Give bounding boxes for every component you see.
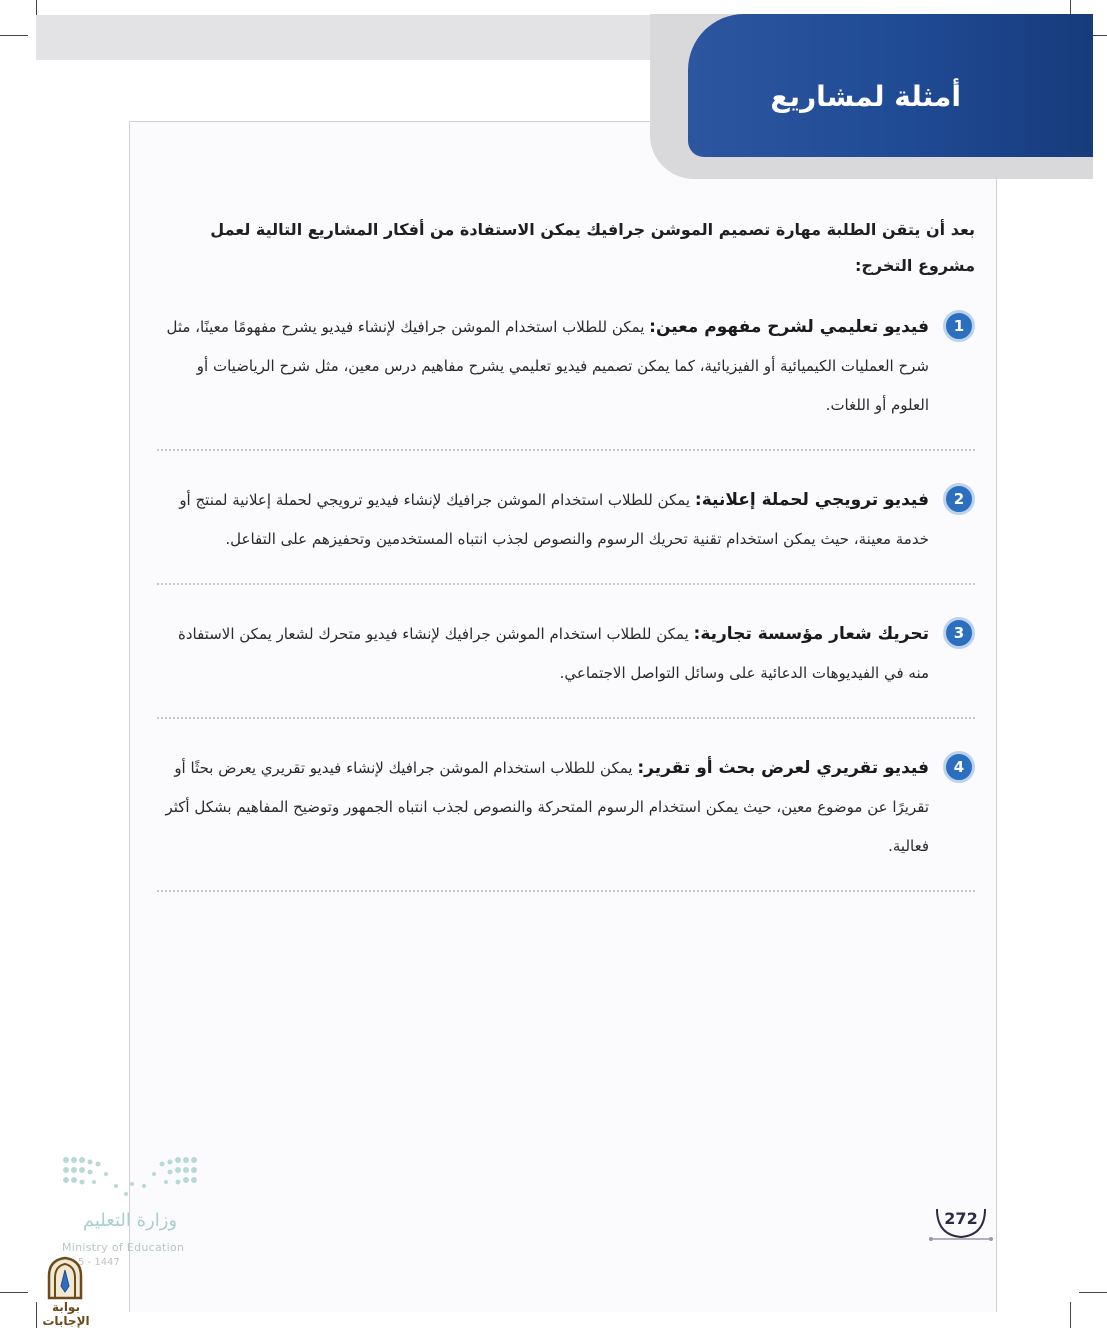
item-body: يمكن للطلاب استخدام الموشن جرافيك لإنشاء فيديو ترويجي لحملة إعلانية لمنتج أو خدمة معينة، حيث يمكن استخدام تقنية تحريك الرسوم والنصوص لجذب انتباه المستخدمين وتحفيزهم على التفاعل. bbox=[179, 491, 929, 548]
item-body: يمكن للطلاب استخدام الموشن جرافيك لإنشاء فيديو يشرح مفهومًا معينًا، مثل شرح العمليات الكيميائية أو الفيزيائية، كما يمكن تصميم فيديو تعليمي يشرح مفاهيم درس معين، مثل شرح الرياضيات أو العلوم أو اللغات. bbox=[166, 318, 929, 414]
item-text bbox=[157, 308, 929, 425]
item-text bbox=[157, 481, 929, 559]
dotted-divider bbox=[157, 890, 975, 892]
item-title: فيديو تقريري لعرض بحث أو تقرير: bbox=[637, 758, 929, 778]
ministry-name-english: Ministry of Education bbox=[62, 1241, 185, 1254]
ministry-logo-icon bbox=[60, 1154, 200, 1200]
ministry-name-arabic: وزارة التعليم bbox=[82, 1210, 178, 1231]
page-title: أمثلة لمشاريع bbox=[770, 80, 961, 113]
gate-logo-icon bbox=[43, 1256, 87, 1300]
crop-mark bbox=[1079, 1292, 1107, 1293]
item-title: تحريك شعار مؤسسة تجارية: bbox=[693, 624, 929, 644]
page-content bbox=[157, 212, 975, 922]
crop-mark bbox=[0, 35, 28, 36]
item-body: يمكن للطلاب استخدام الموشن جرافيك لإنشاء فيديو تقريري يعرض بحثًا أو تقريرًا عن موضوع معين، حيث يمكن استخدام الرسوم المتحركة والنصوص لجذب انتباه الجمهور وتوضيح المفاهيم بشكل أكثر فعالية. bbox=[165, 759, 929, 855]
item-title: فيديو ترويجي لحملة إعلانية: bbox=[694, 490, 929, 510]
ministry-year: 5 - 1447 bbox=[78, 1257, 120, 1268]
item-text bbox=[157, 749, 929, 866]
list-item bbox=[157, 615, 975, 693]
item-text bbox=[157, 615, 929, 693]
dotted-divider bbox=[157, 449, 975, 451]
crop-mark bbox=[1070, 1302, 1071, 1328]
intro-paragraph: بعد أن يتقن الطلبة مهارة تصميم الموشن جرافيك يمكن الاستفادة من أفكار المشاريع التالية لعمل مشروع التخرج: bbox=[210, 220, 975, 275]
list-item bbox=[157, 749, 975, 866]
item-title: فيديو تعليمي لشرح مفهوم معين: bbox=[649, 317, 929, 337]
list-item bbox=[157, 308, 975, 425]
dotted-divider bbox=[157, 717, 975, 719]
item-number-badge: 4 bbox=[943, 751, 975, 783]
gate-name: بوابة الإجابات bbox=[42, 1300, 90, 1328]
item-number-badge: 1 bbox=[943, 310, 975, 342]
item-body: يمكن للطلاب استخدام الموشن جرافيك لإنشاء فيديو متحرك لشعار يمكن الاستفادة منه في الفيديوهات الدعائية على وسائل التواصل الاجتماعي. bbox=[177, 625, 929, 682]
crop-mark bbox=[0, 1292, 28, 1293]
item-number-badge: 3 bbox=[943, 617, 975, 649]
list-item bbox=[157, 481, 975, 559]
page-number: 272 bbox=[944, 1209, 978, 1228]
dotted-divider bbox=[157, 583, 975, 585]
item-number-badge: 2 bbox=[943, 483, 975, 515]
